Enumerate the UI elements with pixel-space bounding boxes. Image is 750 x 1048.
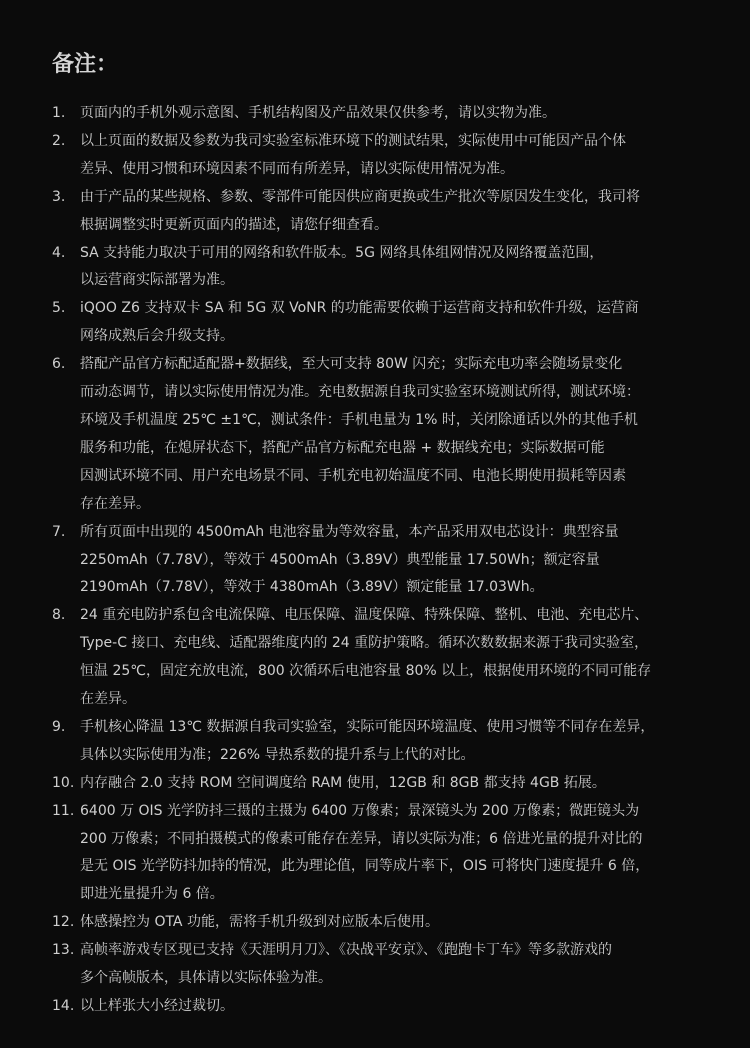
note-item (52, 351, 714, 518)
note-line: 由于产品的某些规格、参数、零部件可能因供应商更换或生产批次等原因发生变化，我司将 (80, 188, 640, 205)
note-text (80, 351, 714, 518)
note-number: 2. (52, 132, 66, 149)
note-text (80, 184, 714, 240)
note-line: 所有页面中出现的 4500mAh 电池容量为等效容量，本产品采用双电芯设计：典型容量 (80, 523, 619, 540)
note-text (80, 240, 714, 296)
note-line: 内存融合 2.0 支持 ROM 空间调度给 RAM 使用，12GB 和 8GB 都支持 4GB 拓展。 (80, 774, 606, 791)
note-number: 1. (52, 105, 66, 121)
note-item (52, 937, 714, 993)
note-text (80, 295, 714, 351)
note-text (80, 993, 714, 1021)
note-number: 6. (52, 356, 66, 373)
note-number: 5. (52, 300, 66, 317)
note-line: 是无 OIS 光学防抖加持的情况，此为理论值，同等成片率下，OIS 可将快门速度提升 6 倍， (80, 858, 650, 875)
note-line: 2250mAh（7.78V），等效于 4500mAh（3.89V）典型能量 17.50Wh；额定容量 (80, 551, 600, 568)
note-text (80, 714, 714, 770)
note-item (52, 770, 714, 798)
note-line: 搭配产品官方标配适配器+数据线，至大可支持 80W 闪充；实际充电功率会随场景变化 (80, 356, 623, 373)
note-line: SA 支持能力取决于可用的网络和软件版本。5G 网络具体组网情况及网络覆盖范围， (80, 244, 604, 261)
note-number: 11. (52, 802, 75, 819)
note-line: Type-C 接口、充电线、适配器维度内的 24 重防护策略。循环次数数据来源于我司实验室， (80, 635, 649, 652)
note-number: 10. (52, 774, 75, 791)
note-text (80, 770, 714, 798)
note-line: 而动态调节，请以实际使用情况为准。充电数据源自我司实验室环境测试所得，测试环境： (80, 384, 640, 401)
notes-list (52, 100, 714, 1021)
note-line: 页面内的手机外观示意图、手机结构图及产品效果仅供参考，请以实物为准。 (80, 105, 556, 121)
note-item (52, 184, 714, 240)
note-number: 7. (52, 523, 66, 540)
note-item (52, 993, 714, 1021)
note-line: 2190mAh（7.78V），等效于 4380mAh（3.89V）额定能量 17.03Wh。 (80, 579, 544, 596)
note-number: 12. (52, 914, 75, 931)
note-line: 6400 万 OIS 光学防抖三摄的主摄为 6400 万像素；景深镜头为 200 万像素；微距镜头为 (80, 802, 640, 819)
note-line: 以上样张大小经过裁切。 (80, 998, 234, 1014)
note-line: 服务和功能，在熄屏状态下，搭配产品官方标配充电器 + 数据线充电；实际数据可能 (80, 439, 605, 456)
note-line: 体感操控为 OTA 功能，需将手机升级到对应版本后使用。 (80, 914, 439, 931)
note-line: 差异、使用习惯和环境因素不同而有所差异，请以实际使用情况为准。 (80, 160, 514, 177)
note-text (80, 519, 714, 603)
note-line: 手机核心降温 13℃ 数据源自我司实验室，实际可能因环境温度、使用习惯等不同存在差异， (80, 718, 655, 735)
note-line: 即进光量提升为 6 倍。 (80, 886, 224, 903)
note-line: 高帧率游戏专区现已支持《天涯明月刀》、《决战平安京》、《跑跑卡丁车》等多款游戏的 (80, 942, 612, 959)
note-text (80, 128, 714, 184)
note-line: 以上页面的数据及参数为我司实验室标准环境下的测试结果，实际使用中可能因产品个体 (80, 132, 626, 149)
note-number: 14. (52, 998, 75, 1014)
note-text (80, 798, 714, 910)
note-line: 在差异。 (80, 691, 136, 708)
note-number: 9. (52, 718, 66, 735)
note-number: 4. (52, 244, 66, 261)
note-line: iQOO Z6 支持双卡 SA 和 5G 双 VoNR 的功能需要依赖于运营商支持和软件升级，运营商 (80, 300, 639, 317)
note-line: 多个高帧版本，具体请以实际体验为准。 (80, 970, 332, 987)
note-number: 8. (52, 607, 66, 624)
note-number: 3. (52, 188, 66, 205)
note-item (52, 519, 714, 603)
note-text (80, 602, 714, 714)
note-line: 存在差异。 (80, 495, 150, 512)
note-item (52, 909, 714, 937)
page-title: 备注： (52, 52, 119, 77)
note-item (52, 602, 714, 714)
note-line: 网络成熟后会升级支持。 (80, 328, 234, 345)
note-line: 环境及手机温度 25℃ ±1℃，测试条件：手机电量为 1% 时，关闭除通话以外的其他手机 (80, 411, 638, 428)
note-line: 恒温 25℃，固定充放电流，800 次循环后电池容量 80% 以上，根据使用环境的不同可能存 (80, 663, 652, 680)
note-item (52, 714, 714, 770)
note-text (80, 100, 714, 128)
note-number: 13. (52, 942, 75, 959)
note-item (52, 240, 714, 296)
note-line: 200 万像素；不同拍摄模式的像素可能存在差异，请以实际为准；6 倍进光量的提升对比的 (80, 830, 643, 847)
note-text (80, 909, 714, 937)
note-text (80, 937, 714, 993)
note-line: 具体以实际使用为准；226% 导热系数的提升系与上代的对比。 (80, 746, 475, 763)
note-line: 24 重充电防护系包含电流保障、电压保障、温度保障、特殊保障、整机、电池、充电芯片、 (80, 607, 649, 624)
note-item (52, 100, 714, 128)
note-line: 根据调整实时更新页面内的描述，请您仔细查看。 (80, 216, 388, 233)
note-item (52, 295, 714, 351)
note-line: 因测试环境不同、用户充电场景不同、手机充电初始温度不同、电池长期使用损耗等因素 (80, 467, 626, 484)
note-item (52, 128, 714, 184)
note-line: 以运营商实际部署为准。 (80, 272, 234, 289)
note-item (52, 798, 714, 910)
